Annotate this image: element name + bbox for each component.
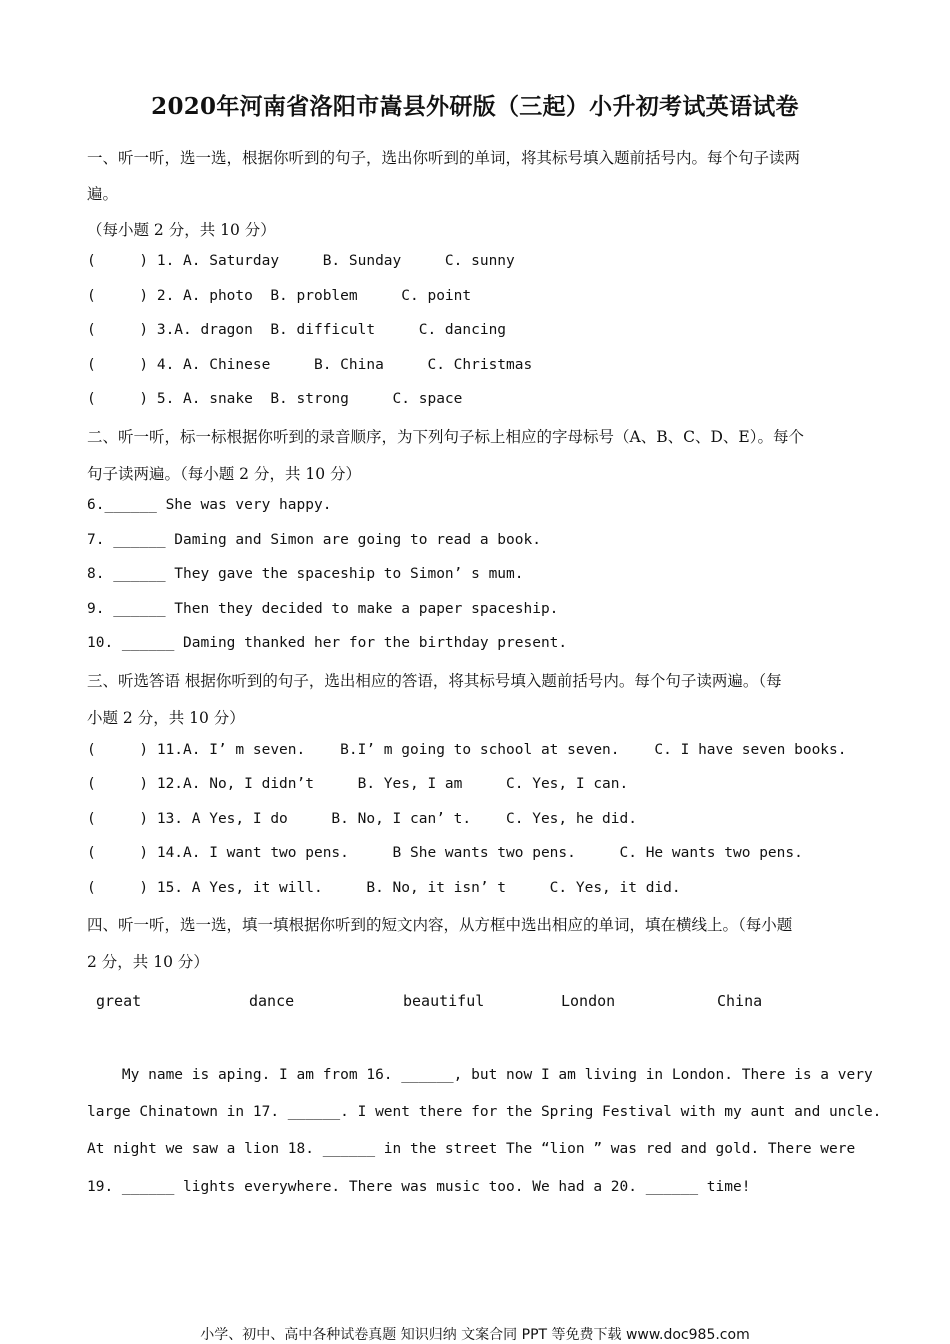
section2-heading-line1: 二、听一听，标一标根据你听到的录音顺序，为下列句子标上相应的字母标号（A、B、C、D、E）。每个 <box>87 428 804 446</box>
word-box-dance: dance <box>249 992 295 1010</box>
section2-heading-line2: 句子读两遍。（每小题 2 分，共 10 分） <box>87 465 362 483</box>
passage-line-2: large Chinatown in 17. ______. I went there for the Spring Festival with my aunt and uncle. <box>87 1104 882 1120</box>
question-12: ( ) 12.A. No, I didn’t B. Yes, I am C. Yes, I can. <box>87 776 629 792</box>
question-2: ( ) 2. A. photo B. problem C. point <box>87 288 472 304</box>
word-box-london: London <box>561 992 616 1010</box>
passage-line-4: 19. ______ lights everywhere. There was music too. We had a 20. ______ time! <box>87 1179 751 1195</box>
question-14: ( ) 14.A. I want two pens. B She wants two pens. C. He wants two pens. <box>87 845 803 861</box>
passage-line-3: At night we saw a lion 18. ______ in the street The “lion ” was red and gold. There were <box>87 1141 856 1157</box>
section4-heading-line2: 2 分，共 10 分） <box>87 953 209 971</box>
document-title: 2020年河南省洛阳市嵩县外研版（三起）小升初考试英语试卷 <box>151 93 799 120</box>
word-box-great: great <box>96 992 142 1010</box>
question-7: 7. ______ Daming and Simon are going to read a book. <box>87 532 541 548</box>
question-3: ( ) 3.A. dragon B. difficult C. dancing <box>87 322 507 338</box>
question-15: ( ) 15. A Yes, it will. B. No, it isn’ t C. Yes, it did. <box>87 880 681 896</box>
passage-line-1: My name is aping. I am from 16. ______, but now I am living in London. There is a very <box>87 1067 873 1083</box>
footer-text: 小学、初中、高中各种试卷真题 知识归纳 文案合同 PPT 等免费下载 www.doc985.com <box>200 1327 750 1343</box>
question-8: 8. ______ They gave the spaceship to Simon’ s mum. <box>87 566 524 582</box>
section3-heading-line1: 三、听选答语 根据你听到的句子，选出相应的答语，将其标号填入题前括号内。每个句子读两遍。（每 <box>87 672 782 690</box>
section3-heading-line2: 小题 2 分，共 10 分） <box>87 709 245 727</box>
question-9: 9. ______ Then they decided to make a paper spaceship. <box>87 601 559 617</box>
question-6: 6.______ She was very happy. <box>87 497 332 513</box>
question-4: ( ) 4. A. Chinese B. China C. Christmas <box>87 357 533 373</box>
question-11: ( ) 11.A. I’ m seven. B.I’ m going to school at seven. C. I have seven books. <box>87 742 847 758</box>
section1-score: （每小题 2 分，共 10 分） <box>87 221 276 239</box>
word-box-beautiful: beautiful <box>403 992 485 1010</box>
question-10: 10. ______ Daming thanked her for the birthday present. <box>87 635 568 651</box>
section1-heading-line2: 遍。 <box>87 185 119 203</box>
question-13: ( ) 13. A Yes, I do B. No, I can’ t. C. Yes, he did. <box>87 811 637 827</box>
question-1: ( ) 1. A. Saturday B. Sunday C. sunny <box>87 253 515 269</box>
question-5: ( ) 5. A. snake B. strong C. space <box>87 391 463 407</box>
word-box-china: China <box>717 992 763 1010</box>
section1-heading-line1: 一、听一听，选一选，根据你听到的句子，选出你听到的单词，将其标号填入题前括号内。每个句子读两 <box>87 149 801 167</box>
section4-heading-line1: 四、听一听，选一选，填一填根据你听到的短文内容，从方框中选出相应的单词，填在横线上。（每小题 <box>87 916 793 934</box>
